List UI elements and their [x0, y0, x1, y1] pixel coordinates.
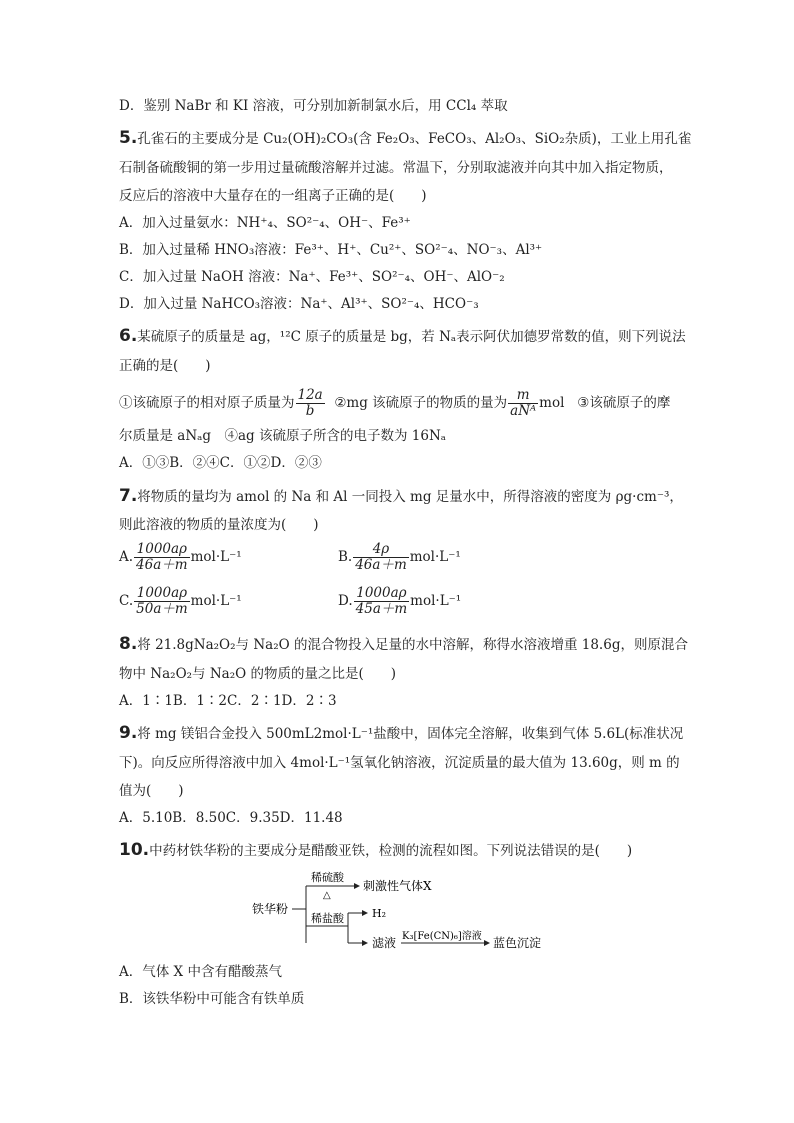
q7-d-label: D.: [338, 593, 353, 609]
diagram-reagent-1: 稀硫酸: [311, 871, 344, 884]
q6-options: A．①③B．②④C．①②D．②③: [119, 455, 322, 471]
q6-s2-numerator: m: [508, 388, 538, 404]
q9-stem-line1: [119, 723, 683, 744]
q9-number: 9.: [119, 723, 138, 743]
q7-a-numerator: 1000aρ: [134, 542, 190, 558]
q10-stem-line1: [119, 840, 632, 861]
q5-text-1: 孔雀石的主要成分是 Cu₂(OH)₂CO₃(含 Fe₂O₃、FeCO₃、Al₂O₃、SiO₂杂质)，工业上用孔雀: [137, 131, 692, 147]
q6-text-1: 某硫原子的质量是 ag，¹²C 原子的质量是 bg，若 Nₐ表示阿伏加德罗常数的值，则下列说法: [137, 329, 686, 345]
q7-c-fraction: [134, 586, 190, 617]
q7-text-1: 将物质的量均为 amol 的 Na 和 Al 一同投入 mg 足量水中，所得溶液的密度为 ρg·cm⁻³，: [137, 489, 683, 505]
q7-b-denominator: 46a＋m: [355, 557, 407, 573]
q7-option-c: [119, 586, 242, 617]
q7-b-unit: mol·L⁻¹: [409, 549, 461, 565]
diagram-reagent-2: 稀盐酸: [311, 912, 344, 925]
arrow-head-2: [362, 910, 368, 916]
q6-s2-text: ②mg 该硫原子的物质的量为: [334, 395, 508, 411]
q8-number: 8.: [119, 634, 138, 654]
q6-stem-line2: 正确的是( ): [119, 358, 211, 374]
q7-c-unit: mol·L⁻¹: [190, 593, 242, 609]
q6-number: 6.: [119, 326, 138, 346]
q6-stem-line4: 尔质量是 aNₐg ④ag 该硫原子所含的电子数为 16Nₐ: [119, 428, 446, 444]
q8-stem-line1: [119, 634, 688, 655]
q7-a-unit: mol·L⁻¹: [190, 549, 242, 565]
q6-s3-text: ③该硫原子的摩: [577, 395, 671, 411]
q9-stem-line2: 下)。向反应所得溶液中加入 4mol·L⁻¹氢氧化钠溶液，沉淀质量的最大值为 13.60g，则 m 的: [119, 755, 680, 771]
q6-s2-fraction: [508, 388, 538, 419]
q6-stem-line1: [119, 326, 686, 347]
q10-option-a: A．气体 X 中含有醋酸蒸气: [119, 964, 282, 980]
diagram-product-3: 滤液: [372, 936, 397, 950]
q10-option-b: B．该铁华粉中可能含有铁单质: [119, 991, 305, 1007]
q10-number: 10.: [119, 840, 150, 860]
q10-text-1: 中药材铁华粉的主要成分是醋酸亚铁，检测的流程如图。下列说法错误的是( ): [149, 843, 633, 859]
q5-stem-line1: [119, 128, 691, 149]
q7-b-fraction: [353, 542, 409, 573]
q7-b-label: B.: [338, 549, 353, 565]
arrow-head-3: [362, 940, 368, 946]
diagram-reagent-3: K₃[Fe(CN)₆]溶液: [402, 931, 482, 942]
arrow-head-4: [484, 940, 490, 946]
diagram-product-2: H₂: [372, 907, 387, 920]
q5-stem-line2: 石制备硫酸铜的第一步用过量硫酸溶解并过滤。常温下，分别取滤液并向其中加入指定物质，: [119, 160, 673, 176]
q7-stem-line2: 则此溶液的物质的量浓度为( ): [119, 517, 319, 533]
q7-d-unit: mol·L⁻¹: [410, 593, 462, 609]
q9-options: A．5.10B．8.50C．9.35D．11.48: [119, 810, 343, 826]
q8-stem-line2: 物中 Na₂O₂与 Na₂O 的物质的量之比是( ): [119, 666, 397, 682]
q6-s2-unit: mol: [539, 395, 565, 411]
q7-stem-line1: [119, 486, 683, 507]
q8-options: A．1∶1B．1∶2C．2∶1D．2∶3: [119, 693, 337, 709]
q9-text-1: 将 mg 镁铝合金投入 500mL2mol·L⁻¹盐酸中，固体完全溶解，收集到气体 5.6L(标准状况: [137, 726, 684, 742]
diagram-condition-1: △: [323, 890, 331, 901]
q8-text-1: 将 21.8gNa₂O₂与 Na₂O 的混合物投入足量的水中溶解，称得水溶液增重 18.6g，则原混合: [137, 637, 688, 653]
flow-diagram: [248, 868, 548, 956]
q7-a-label: A.: [119, 549, 134, 565]
q5-stem-line3: 反应后的溶液中大量存在的一组离子正确的是( ): [119, 188, 427, 204]
q9-stem-line3: 值为( ): [119, 783, 184, 799]
q7-d-fraction: [354, 586, 410, 617]
q7-option-a: [119, 542, 242, 573]
diagram-product-1: 刺激性气体X: [363, 879, 432, 893]
diagram-product-4: 蓝色沉淀: [493, 936, 542, 950]
q7-option-d: [338, 586, 461, 617]
q7-a-fraction: [134, 542, 190, 573]
q6-s1-numerator: 12a: [297, 387, 323, 403]
q7-c-denominator: 50a＋m: [136, 601, 188, 617]
q6-s1-denominator: b: [305, 403, 315, 419]
q7-d-numerator: 1000aρ: [354, 586, 410, 602]
q5-option-c: C．加入过量 NaOH 溶液：Na⁺、Fe³⁺、SO²⁻₄、OH⁻、AlO⁻₂: [119, 269, 505, 285]
q4-option-d: D．鉴别 NaBr 和 KI 溶液，可分别加新制氯水后，用 CCl₄ 萃取: [119, 98, 508, 114]
q5-number: 5.: [119, 128, 138, 148]
q6-statements: [119, 386, 670, 420]
q7-option-b: [338, 542, 461, 573]
q6-s1-fraction: [296, 388, 325, 419]
q6-s2-denominator: aNᴬ: [510, 403, 537, 419]
q7-b-numerator: 4ρ: [353, 542, 409, 558]
q7-number: 7.: [119, 486, 138, 506]
arrow-head-1: [354, 883, 360, 889]
q5-option-d: D．加入过量 NaHCO₃溶液：Na⁺、Al³⁺、SO²⁻₄、HCO⁻₃: [119, 296, 479, 312]
q5-option-a: A．加入过量氨水：NH⁺₄、SO²⁻₄、OH⁻、Fe³⁺: [119, 215, 411, 231]
diagram-start: 铁华粉: [252, 902, 289, 916]
q6-s1-text: ①该硫原子的相对原子质量为: [119, 395, 295, 411]
q7-d-denominator: 45a＋m: [355, 601, 408, 617]
q5-option-b: B．加入过量稀 HNO₃溶液：Fe³⁺、H⁺、Cu²⁺、SO²⁻₄、NO⁻₃、Al³⁺: [119, 242, 543, 258]
q7-c-label: C.: [119, 593, 134, 609]
q7-c-numerator: 1000aρ: [134, 586, 190, 602]
q7-a-denominator: 46a＋m: [136, 557, 188, 573]
